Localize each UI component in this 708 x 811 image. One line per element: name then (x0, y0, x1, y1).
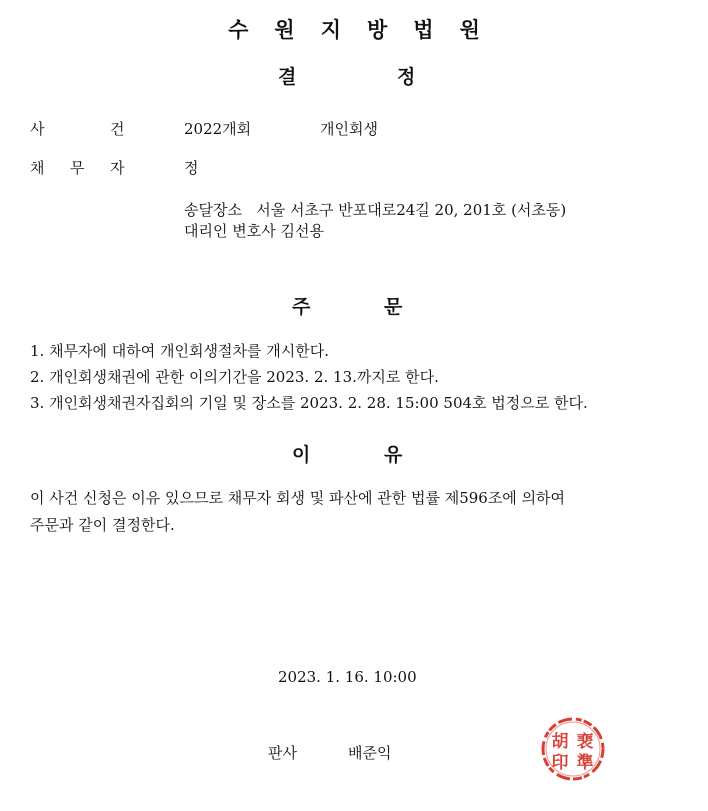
judge-seal (540, 716, 606, 782)
reason-text-line-2: 주문과 같이 결정한다. (30, 516, 175, 534)
case-number: 2022개회 (184, 120, 252, 138)
order-heading-char-1: 주 (292, 296, 311, 318)
doc-type-char-1: 결 (278, 66, 297, 88)
order-item-3: 3. 개인회생채권자집회의 기일 및 장소를 2023. 2. 28. 15:00 504호 법정으로 한다. (30, 394, 588, 412)
svg-text:印: 印 (551, 753, 569, 773)
order-item-2: 2. 개인회생채권에 관한 이의기간을 2023. 2. 13.까지로 한다. (30, 368, 439, 386)
debtor-label-char-2: 무 (70, 159, 85, 177)
reason-heading-char-2: 유 (384, 444, 403, 466)
reason-heading-char-1: 이 (292, 444, 311, 466)
debtor-agent: 대리인 변호사 김선용 (184, 222, 324, 240)
reason-text-line-1: 이 사건 신청은 이유 있으므로 채무자 회생 및 파산에 관한 법률 제596조에 의하여 (30, 489, 566, 507)
order-item-1: 1. 채무자에 대하여 개인회생절차를 개시한다. (30, 342, 329, 360)
judge-title: 판사 (268, 744, 297, 762)
seal-stamp-icon (540, 716, 606, 782)
order-heading-char-2: 문 (384, 296, 403, 318)
doc-type-char-2: 정 (397, 66, 416, 88)
debtor-label-char-1: 채 (30, 159, 45, 177)
svg-text:胡: 胡 (551, 732, 569, 752)
case-name: 개인회생 (320, 120, 378, 138)
debtor-name: 정 (184, 159, 199, 177)
case-label-char-1: 사 (30, 120, 45, 138)
case-label-char-2: 건 (110, 120, 125, 138)
decision-date: 2023. 1. 16. 10:00 (278, 668, 417, 686)
judge-name: 배준익 (348, 744, 392, 762)
delivery-address: 송달장소 서울 서초구 반포대로24길 20, 201호 (서초동) (184, 201, 567, 219)
court-name: 수원지방법원 (228, 18, 506, 42)
svg-text:裵: 裵 (576, 732, 594, 752)
debtor-label-char-3: 자 (110, 159, 125, 177)
svg-text:準: 準 (576, 753, 594, 773)
